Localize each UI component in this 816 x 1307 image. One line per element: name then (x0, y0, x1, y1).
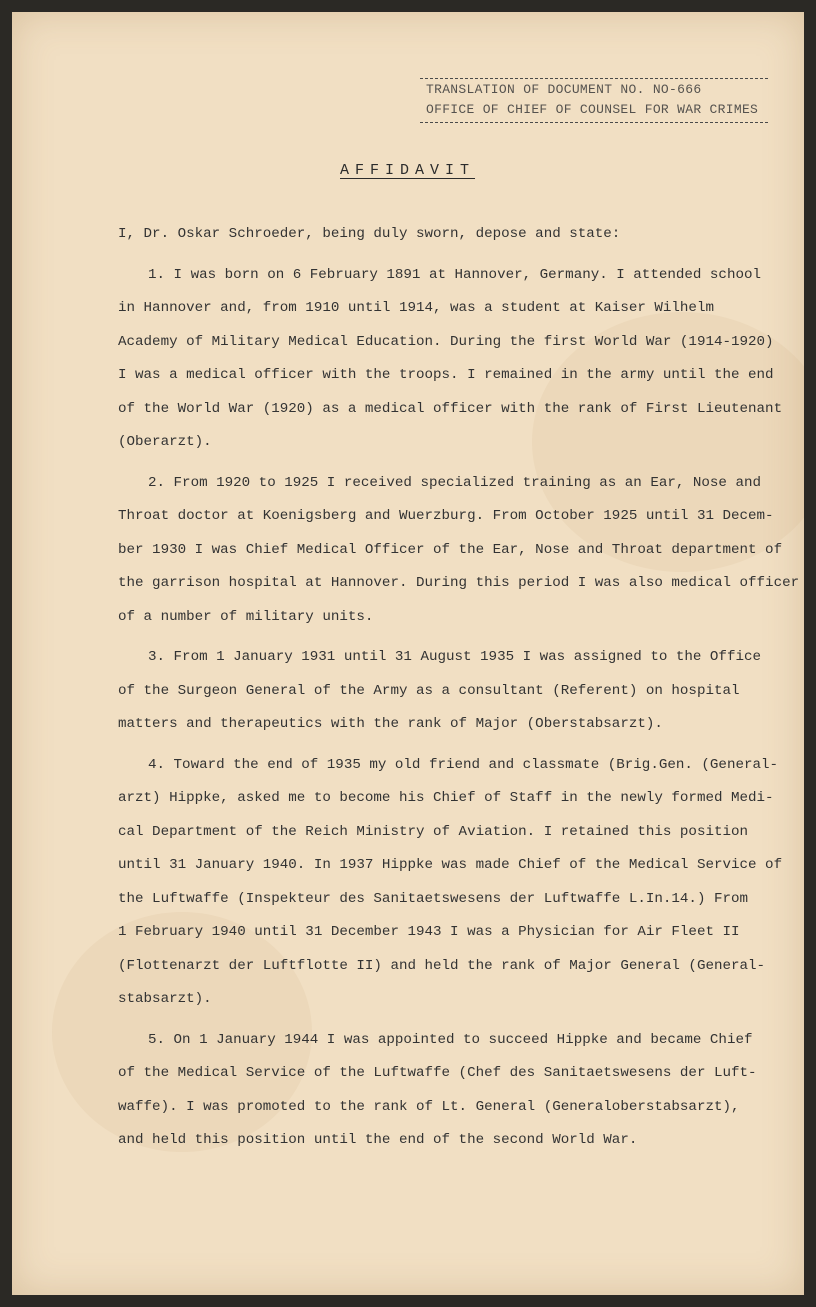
intro-line: I, Dr. Oskar Schroeder, being duly sworn, depose and state: (118, 226, 621, 242)
paragraph-line: until 31 January 1940. In 1937 Hippke was made Chief of the Medical Service of (118, 857, 783, 873)
paragraph-line: 1 February 1940 until 31 December 1943 I was a Physician for Air Fleet II (118, 924, 740, 940)
header-line-1: TRANSLATION OF DOCUMENT NO. NO-666 (426, 82, 702, 97)
paragraph-line: (Flottenarzt der Luftflotte II) and held the rank of Major General (General- (118, 957, 766, 974)
paragraph-line: stabsarzt). (118, 991, 212, 1007)
paragraph-4 (118, 749, 788, 1017)
paragraph-line: I was a medical officer with the troops. I remained in the army until the end (118, 367, 774, 383)
affidavit-body (118, 218, 800, 1158)
paragraph-1 (118, 259, 788, 460)
paragraph-line: of the Surgeon General of the Army as a consultant (Referent) on hospital (118, 682, 740, 699)
paragraph-line: Throat doctor at Koenigsberg and Wuerzburg. From October 1925 until 31 Decem- (118, 508, 774, 524)
paragraph-line: matters and therapeutics with the rank of Major (Oberstabsarzt). (118, 716, 663, 732)
paragraph-line: in Hannover and, from 1910 until 1914, was a student at Kaiser Wilhelm (118, 300, 714, 316)
paragraph-line: the garrison hospital at Hannover. During this period I was also medical officer (118, 575, 800, 591)
paragraph-line: cal Department of the Reich Ministry of Aviation. I retained this position (118, 823, 749, 840)
paragraph-line: ber 1930 I was Chief Medical Officer of the Ear, Nose and Throat department of (118, 541, 783, 558)
paragraph-line: 5. On 1 January 1944 I was appointed to succeed Hippke and became Chief (148, 1031, 753, 1048)
paragraph-line: (Oberarzt). (118, 434, 212, 450)
document-page (12, 12, 804, 1295)
header-top-rule (420, 78, 768, 79)
paragraph-line: 4. Toward the end of 1935 my old friend and classmate (Brig.Gen. (General- (148, 756, 779, 773)
document-title: AFFIDAVIT (340, 162, 476, 179)
paragraph-5 (118, 1024, 788, 1158)
paragraph-line: the Luftwaffe (Inspekteur des Sanitaetswesens der Luftwaffe L.In.14.) From (118, 890, 749, 907)
paragraph-line: and held this position until the end of the second World War. (118, 1132, 638, 1148)
paragraph-line: Academy of Military Medical Education. During the first World War (1914-1920) (118, 333, 774, 350)
paragraph-line: waffe). I was promoted to the rank of Lt. General (Generaloberstabsarzt), (118, 1098, 740, 1115)
paragraph-line: of the Medical Service of the Luftwaffe (Chef des Sanitaetswesens der Luft- (118, 1065, 757, 1081)
header-line-2: OFFICE OF CHIEF OF COUNSEL FOR WAR CRIMES (426, 102, 759, 117)
paragraph-3 (118, 641, 788, 742)
paragraph-line: arzt) Hippke, asked me to become his Chief of Staff in the newly formed Medi- (118, 790, 774, 806)
header-bottom-rule (420, 122, 768, 123)
paragraph-line: 1. I was born on 6 February 1891 at Hannover, Germany. I attended school (148, 266, 761, 283)
paragraph-line: of a number of military units. (118, 608, 374, 625)
paragraph-line: of the World War (1920) as a medical officer with the rank of First Lieutenant (118, 400, 783, 417)
paragraph-line: 2. From 1920 to 1925 I received specialized training as an Ear, Nose and (148, 474, 761, 491)
paragraph-2 (118, 467, 800, 635)
paragraph-line: 3. From 1 January 1931 until 31 August 1935 I was assigned to the Office (148, 649, 761, 665)
